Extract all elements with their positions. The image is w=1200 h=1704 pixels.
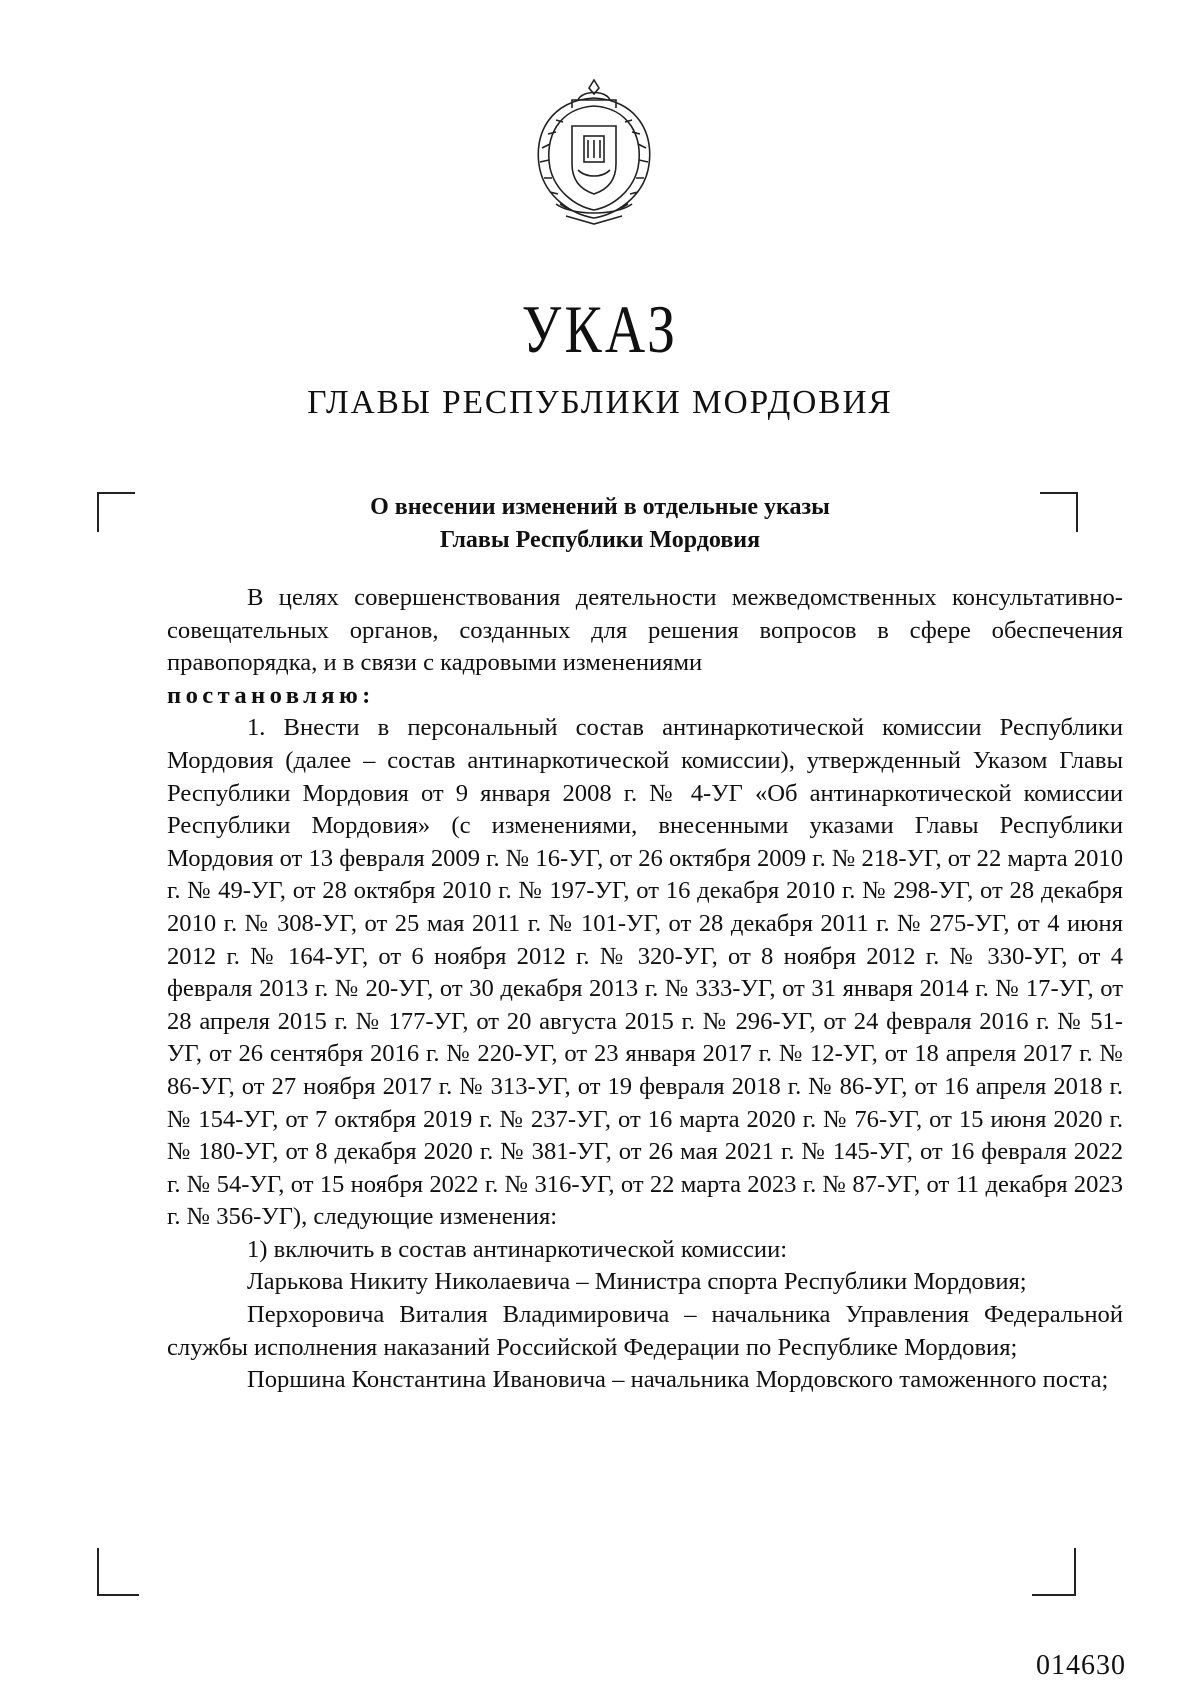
document-issuer: ГЛАВЫ РЕСПУБЛИКИ МОРДОВИЯ	[307, 384, 893, 421]
preamble-paragraph	[167, 582, 1123, 680]
member-3-paragraph: Поршина Константина Ивановича – начальника Мордовского таможенного поста;	[247, 1366, 1109, 1394]
member-1-paragraph: Ларькова Никиту Николаевича – Министра спорта Республики Мордовия;	[247, 1268, 1027, 1296]
corner-mark-top-right	[1040, 492, 1078, 532]
subject-line-1: О внесении изменений в отдельные указы	[370, 494, 830, 520]
subject-line-2: Главы Республики Мордовия	[439, 527, 761, 553]
subitem-1-paragraph: 1) включить в состав антинаркотической комиссии:	[247, 1235, 788, 1263]
document-subject	[170, 491, 1030, 557]
preamble-text: В целях совершенствования деятельности межведомственных консультативно-совещательных органов, созданных для решения вопросов в сфере обеспечения правопорядка, и в связи с кадровыми изменениями	[167, 584, 1123, 677]
decree-word: постановляю:	[167, 681, 375, 709]
corner-mark-bottom-right	[1032, 1548, 1076, 1596]
item-1-paragraph: 1. Внести в персональный состав антинаркотической комиссии Республики Мордовия (далее – состав антинаркотической комиссии), утвержденный Указом Главы Республики Мордовия от 9 января 2008 г. № 4-УГ «Об антинаркотической комиссии Республики Мордовия» (с изменениями, внесенными указами Главы Республики Мордовия от 13 февраля 2009 г. № 16-УГ, от 26 октября 2009 г. № 218-УГ, от 22 марта 2010 г. № 49-УГ, от 28 октября 2010 г. № 197-УГ, от 16 декабря 2010 г. № 298-УГ, от 28 декабря 2010 г. № 308-УГ, от 25 мая 2011 г. № 101-УГ, от 28 декабря 2011 г. № 275-УГ, от 4 июня 2012 г. № 164-УГ, от 6 ноября 2012 г. № 320-УГ, от 8 ноября 2012 г. № 330-УГ, от 4 февраля 2013 г. № 20-УГ, от 30 декабря 2013 г. № 333-УГ, от 31 января 2014 г. № 17-УГ, от 28 апреля 2015 г. № 177-УГ, от 20 августа 2015 г. № 296-УГ, от 24 февраля 2016 г. № 51-УГ, от 26 сентября 2016 г. № 220-УГ, от 23 января 2017 г. № 12-УГ, от 18 апреля 2017 г. № 86-УГ, от 27 ноября 2017 г. № 313-УГ, от 19 февраля 2018 г. № 86-УГ, от 16 апреля 2018 г. № 154-УГ, от 7 октября 2019 г. № 237-УГ, от 16 марта 2020 г. № 76-УГ, от 15 июня 2020 г. № 180-УГ, от 8 декабря 2020 г. № 381-УГ, от 26 мая 2021 г. № 145-УГ, от 16 февраля 2022 г. № 54-УГ, от 15 ноября 2022 г. № 316-УГ, от 22 марта 2023 г. № 87-УГ, от 11 декабря 2023 г. № 356-УГ), следующие изменения:	[167, 714, 1123, 1231]
coat-of-arms-emblem	[522, 78, 666, 226]
corner-mark-top-left	[97, 492, 135, 532]
serial-number: 014630	[1036, 1650, 1126, 1681]
corner-mark-bottom-left	[97, 1548, 139, 1596]
document-body	[167, 582, 1123, 1397]
document-title: УКАЗ	[521, 291, 679, 367]
decree-word-paragraph	[167, 680, 1123, 713]
member-2-paragraph: Перхоровича Виталия Владимировича – начальника Управления Федеральной службы исполнения наказаний Российской Федерации по Республике Мордовия;	[167, 1301, 1123, 1361]
